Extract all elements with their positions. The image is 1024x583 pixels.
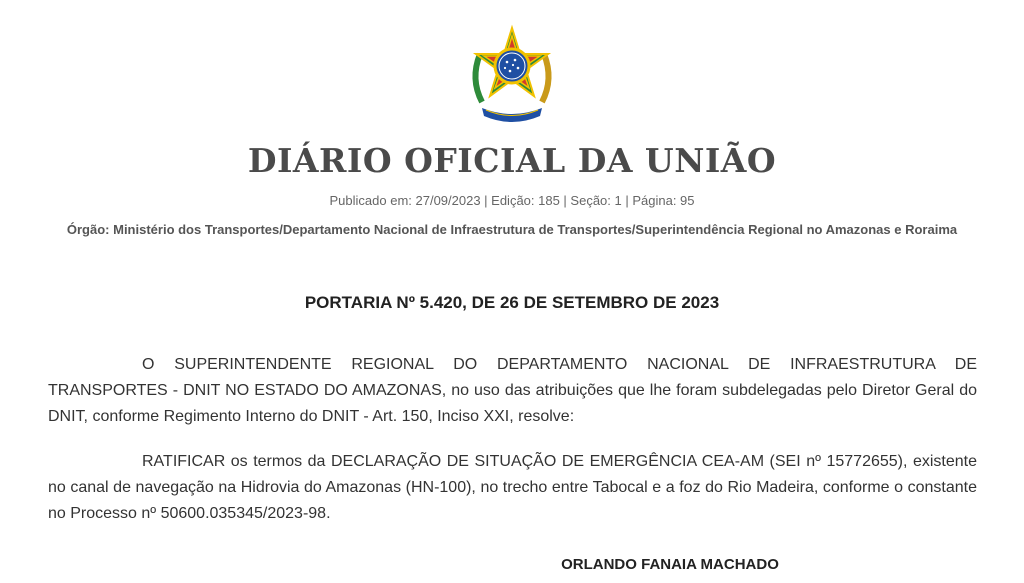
issuing-organ: Órgão: Ministério dos Transportes/Departamento Nacional de Infraestrutura de Transportes/Superintendência Regional no Amazonas e Roraima	[66, 222, 958, 237]
body-paragraph: RATIFICAR os termos da DECLARAÇÃO DE SITUAÇÃO DE EMERGÊNCIA CEA-AM (SEI nº 15772655), existente no canal de navegação na Hidrovia do Amazonas (HN-100), no trecho entre Tabocal e a foz do Rio Madeira, conforme o constante no Processo nº 50600.035345/2023-98.	[48, 453, 977, 522]
body-paragraph: O SUPERINTENDENTE REGIONAL DO DEPARTAMENTO NACIONAL DE INFRAESTRUTURA DE TRANSPORTES - DNIT NO ESTADO DO AMAZONAS, no uso das atribuições que lhe foram subdelegadas pelo Diretor Geral do DNIT, conforme Regimento Interno do DNIT - Art. 150, Inciso XXI, resolve:	[48, 356, 977, 425]
signer-name: ORLANDO FANAIA MACHADO	[561, 556, 779, 573]
page-title: DIÁRIO OFICIAL DA UNIÃO	[247, 141, 777, 180]
document-heading: PORTARIA Nº 5.420, DE 26 DE SETEMBRO DE 2023	[304, 293, 720, 312]
brazil-coat-of-arms-icon	[460, 24, 564, 128]
publication-meta: Publicado em: 27/09/2023 | Edição: 185 | Seção: 1 | Página: 95	[329, 193, 695, 208]
